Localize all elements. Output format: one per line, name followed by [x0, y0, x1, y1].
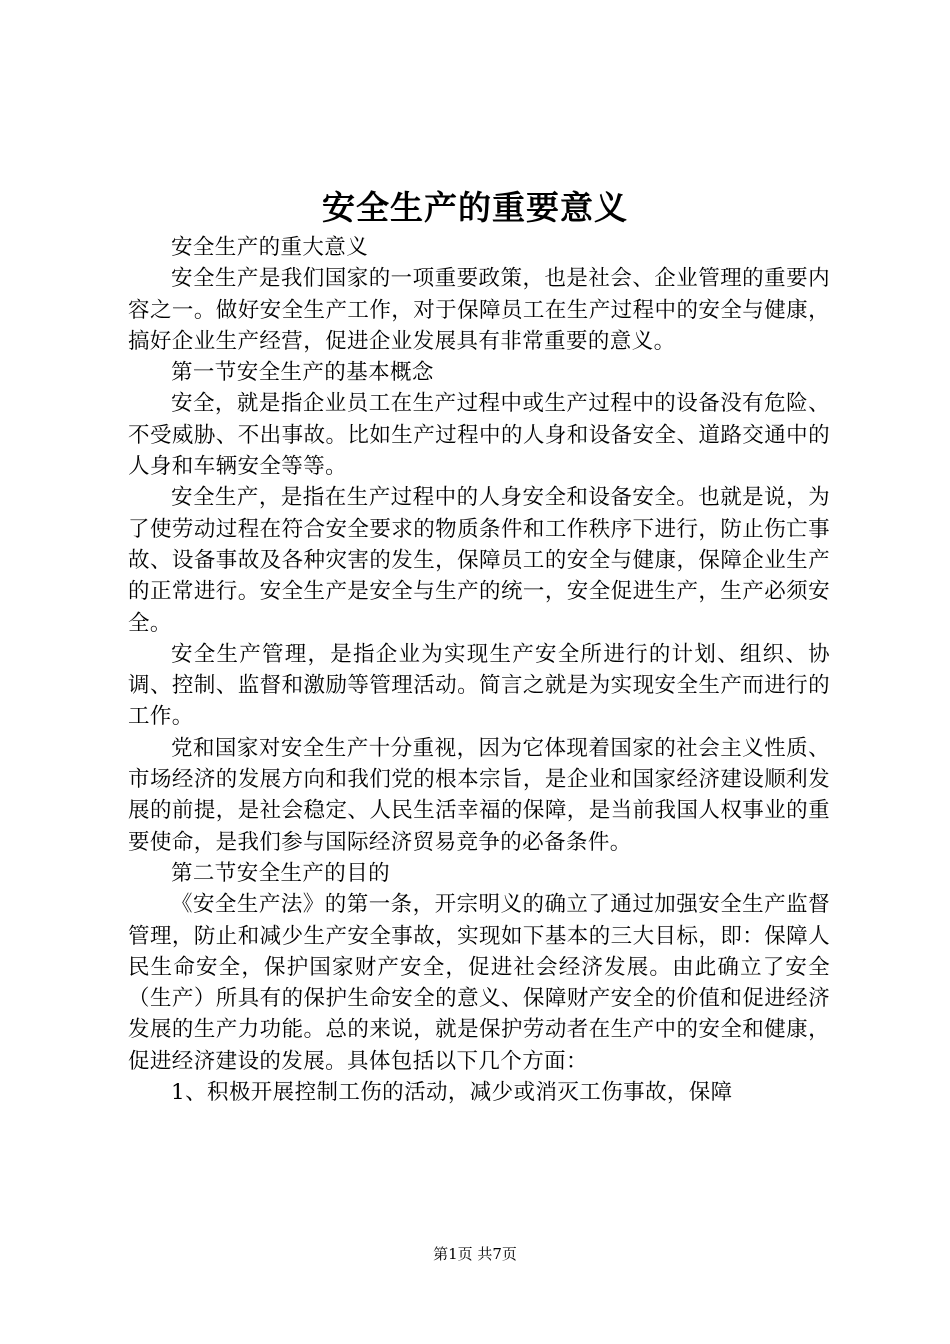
- paragraph-intro: 安全生产是我们国家的一项重要政策，也是社会、企业管理的重要内容之一。做好安全生产工作，对于保障员工在生产过程中的安全与健康，搞好企业生产经营，促进企业发展具有非常重要的意义。: [128, 266, 830, 354]
- section-heading-1: 第一节安全生产的基本概念: [171, 360, 434, 386]
- section-heading-2: 第二节安全生产的目的: [171, 860, 391, 886]
- paragraph-state-importance: 党和国家对安全生产十分重视，因为它体现着国家的社会主义性质、市场经济的发展方向和我们党的根本宗旨，是企业和国家经济建设顺利发展的前提，是社会稳定、人民生活幸福的保障，是当前我国人权事业的重要使命，是我们参与国际经济贸易竞争的必备条件。: [128, 735, 830, 855]
- paragraph-safety-law: 《安全生产法》的第一条，开宗明义的确立了通过加强安全生产监督管理，防止和减少生产安全事故，实现如下基本的三大目标，即：保障人民生命安全，保护国家财产安全，促进社会经济发展。由此确立了安全（生产）所具有的保护生命安全的意义、保障财产安全的价值和促进经济发展的生产力功能。总的来说，就是保护劳动者在生产中的安全和健康，促进经济建设的发展。具体包括以下几个方面：: [128, 892, 830, 1074]
- paragraph-safety-management-definition: 安全生产管理，是指企业为实现生产安全所进行的计划、组织、协调、控制、监督和激励等管理活动。简言之就是为实现安全生产而进行的工作。: [128, 641, 830, 730]
- paragraph-safety-definition: 安全，就是指企业员工在生产过程中或生产过程中的设备没有危险、不受威胁、不出事故。比如生产过程中的人身和设备安全、道路交通中的人身和车辆安全等等。: [128, 391, 830, 480]
- paragraph-safe-production-definition: 安全生产，是指在生产过程中的人身安全和设备安全。也就是说，为了使劳动过程在符合安全要求的物质条件和工作秩序下进行，防止伤亡事故、设备事故及各种灾害的发生，保障员工的安全与健康，保障企业生产的正常进行。安全生产是安全与生产的统一，安全促进生产，生产必须安全。: [128, 485, 830, 636]
- document-title: 安全生产的重要意义: [322, 188, 628, 227]
- document-body: [128, 232, 830, 1108]
- list-item-1: 1、积极开展控制工伤的活动，减少或消灭工伤事故，保障: [171, 1080, 733, 1106]
- page-number: 第1页 共7页: [433, 1245, 517, 1263]
- paragraph-heading-significance: 安全生产的重大意义: [171, 235, 369, 260]
